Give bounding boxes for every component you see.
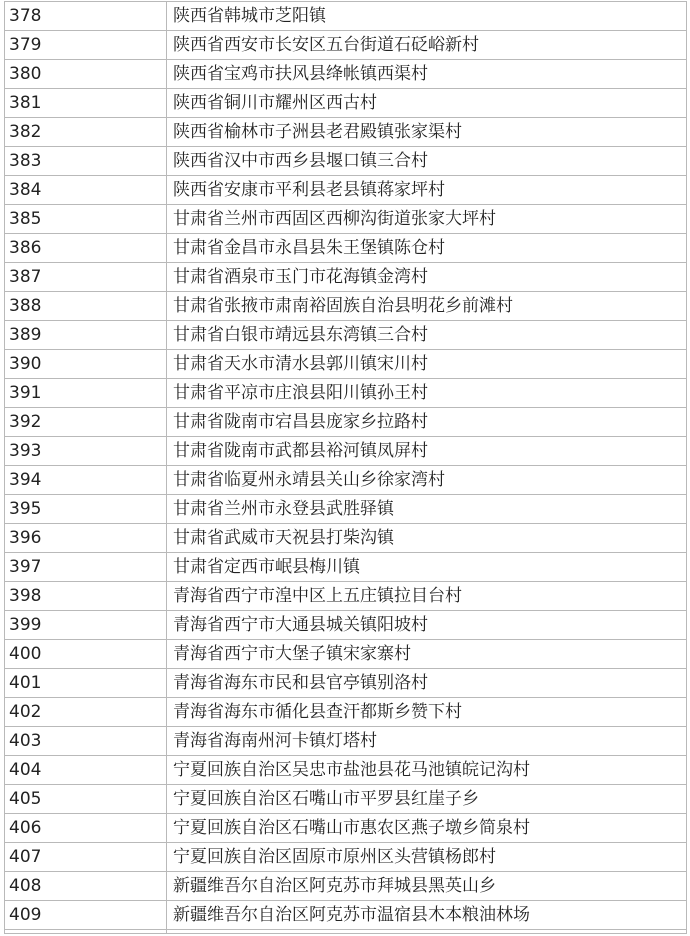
table-row [5,408,687,437]
table-row [5,60,687,89]
row-number-cell: 406 [5,814,167,843]
table-row [5,495,687,524]
location-cell: 甘肃省武威市天祝县打柴沟镇 [167,524,687,553]
row-number-cell: 403 [5,727,167,756]
table-row [5,843,687,872]
row-number-cell: 384 [5,176,167,205]
row-number-cell: 385 [5,205,167,234]
row-number-cell: 386 [5,234,167,263]
row-number-cell: 397 [5,553,167,582]
row-number-cell: 394 [5,466,167,495]
location-cell: 陕西省宝鸡市扶风县绛帐镇西渠村 [167,60,687,89]
row-number-cell: 400 [5,640,167,669]
table-row [5,640,687,669]
table-row [5,263,687,292]
row-number-cell: 390 [5,350,167,379]
location-cell: 甘肃省平凉市庄浪县阳川镇孙王村 [167,379,687,408]
village-list-table [4,1,687,934]
location-cell: 甘肃省定西市岷县梅川镇 [167,553,687,582]
row-number-cell: 387 [5,263,167,292]
table-row [5,31,687,60]
row-number-cell: 388 [5,292,167,321]
location-cell: 陕西省安康市平利县老县镇蒋家坪村 [167,176,687,205]
location-cell: 甘肃省兰州市西固区西柳沟街道张家大坪村 [167,205,687,234]
row-number-cell: 379 [5,31,167,60]
table-row [5,321,687,350]
location-cell: 宁夏回族自治区吴忠市盐池县花马池镇皖记沟村 [167,756,687,785]
location-cell: 宁夏回族自治区石嘴山市平罗县红崖子乡 [167,785,687,814]
location-cell [167,930,687,934]
location-cell: 甘肃省陇南市宕昌县庞家乡拉路村 [167,408,687,437]
location-cell: 新疆维吾尔自治区阿克苏市拜城县黑英山乡 [167,872,687,901]
table-row [5,205,687,234]
table-row [5,524,687,553]
table-row [5,698,687,727]
location-cell: 甘肃省天水市清水县郭川镇宋川村 [167,350,687,379]
table-row [5,2,687,31]
location-cell: 甘肃省白银市靖远县东湾镇三合村 [167,321,687,350]
table-row-partial [5,930,687,934]
location-cell: 青海省西宁市大堡子镇宋家寨村 [167,640,687,669]
row-number-cell: 409 [5,901,167,930]
table-row [5,292,687,321]
location-cell: 宁夏回族自治区固原市原州区头营镇杨郎村 [167,843,687,872]
table-row [5,437,687,466]
row-number-cell [5,930,167,934]
row-number-cell: 382 [5,118,167,147]
table-body [5,2,687,934]
table-row [5,785,687,814]
row-number-cell: 402 [5,698,167,727]
location-cell: 青海省西宁市湟中区上五庄镇拉目台村 [167,582,687,611]
table-row [5,872,687,901]
table-row [5,669,687,698]
location-cell: 甘肃省金昌市永昌县朱王堡镇陈仓村 [167,234,687,263]
location-cell: 青海省海南州河卡镇灯塔村 [167,727,687,756]
row-number-cell: 380 [5,60,167,89]
location-cell: 甘肃省张掖市肃南裕固族自治县明花乡前滩村 [167,292,687,321]
location-cell: 陕西省韩城市芝阳镇 [167,2,687,31]
row-number-cell: 381 [5,89,167,118]
table-row [5,147,687,176]
row-number-cell: 405 [5,785,167,814]
row-number-cell: 383 [5,147,167,176]
location-cell: 陕西省汉中市西乡县堰口镇三合村 [167,147,687,176]
row-number-cell: 389 [5,321,167,350]
table-row [5,756,687,785]
location-cell: 甘肃省酒泉市玉门市花海镇金湾村 [167,263,687,292]
location-cell: 甘肃省临夏州永靖县关山乡徐家湾村 [167,466,687,495]
table-row [5,118,687,147]
table-row [5,727,687,756]
row-number-cell: 391 [5,379,167,408]
location-cell: 甘肃省陇南市武都县裕河镇凤屏村 [167,437,687,466]
location-cell: 宁夏回族自治区石嘴山市惠农区燕子墩乡简泉村 [167,814,687,843]
row-number-cell: 395 [5,495,167,524]
table-row [5,234,687,263]
location-cell: 陕西省榆林市子洲县老君殿镇张家渠村 [167,118,687,147]
row-number-cell: 396 [5,524,167,553]
row-number-cell: 404 [5,756,167,785]
table-row [5,582,687,611]
row-number-cell: 378 [5,2,167,31]
table-row [5,176,687,205]
table-row [5,901,687,930]
row-number-cell: 398 [5,582,167,611]
row-number-cell: 393 [5,437,167,466]
row-number-cell: 399 [5,611,167,640]
row-number-cell: 401 [5,669,167,698]
location-cell: 甘肃省兰州市永登县武胜驿镇 [167,495,687,524]
table-row [5,379,687,408]
location-cell: 陕西省西安市长安区五台街道石砭峪新村 [167,31,687,60]
location-cell: 青海省海东市民和县官亭镇别洛村 [167,669,687,698]
row-number-cell: 408 [5,872,167,901]
location-cell: 新疆维吾尔自治区阿克苏市温宿县木本粮油林场 [167,901,687,930]
row-number-cell: 407 [5,843,167,872]
row-number-cell: 392 [5,408,167,437]
table-row [5,553,687,582]
location-cell: 青海省西宁市大通县城关镇阳坡村 [167,611,687,640]
table-row [5,466,687,495]
table-row [5,89,687,118]
location-cell: 陕西省铜川市耀州区西古村 [167,89,687,118]
table-row [5,814,687,843]
table-row [5,611,687,640]
table-row [5,350,687,379]
location-cell: 青海省海东市循化县查汗都斯乡赞下村 [167,698,687,727]
